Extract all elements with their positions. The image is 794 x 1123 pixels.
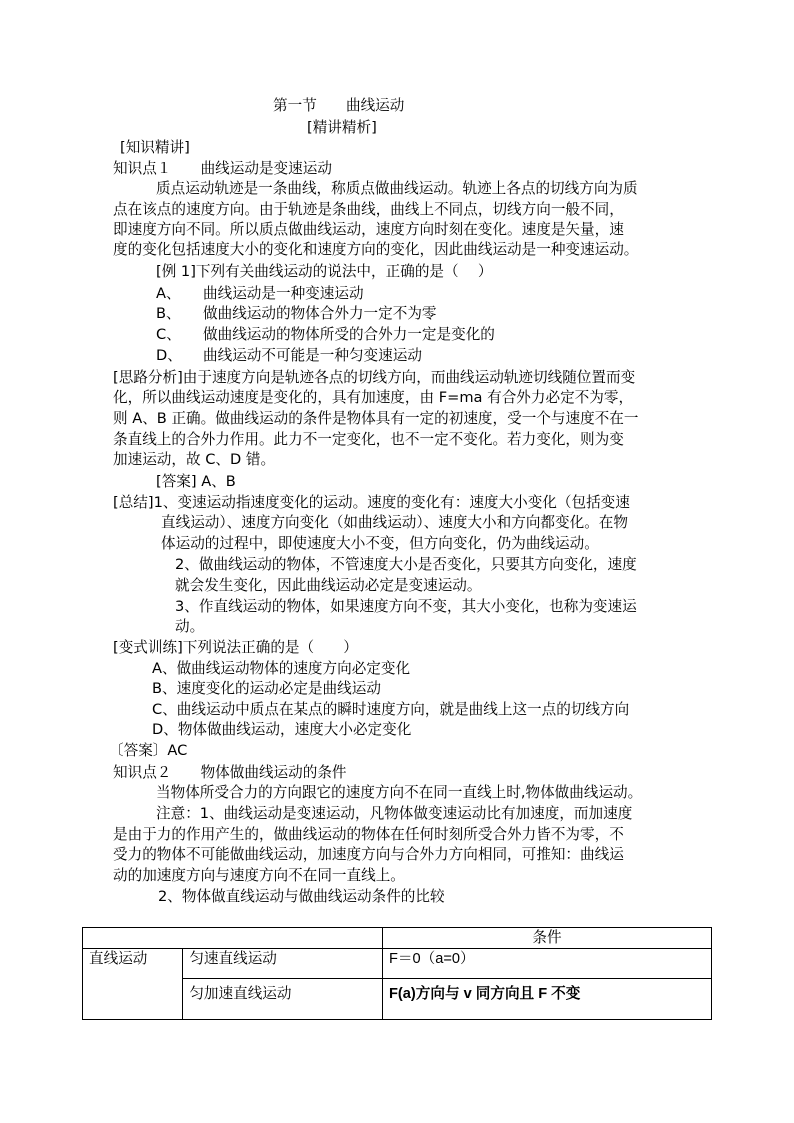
table-header-empty xyxy=(83,928,383,949)
variant-question: [变式训练]下列说法正确的是（ ） xyxy=(113,639,358,656)
summary-line-2: 直线运动）、速度方向变化（如曲线运动）、速度大小和方向都变化。在物 xyxy=(161,514,628,531)
table-row xyxy=(83,949,712,979)
table-header-row xyxy=(83,928,712,949)
example1-option-a xyxy=(156,284,364,304)
kp2-line-2: 注意：1、曲线运动是变速运动，凡物体做变速运动比有加速度，而加速度 xyxy=(156,805,633,822)
table-header-condition: 条件 xyxy=(383,928,712,949)
kp1-line-4: 度的变化包括速度大小的变化和速度方向的变化，因此曲线运动是一种变速运动。 xyxy=(113,241,639,258)
option-text: 做曲线运动的物体所受的合外力一定是变化的 xyxy=(203,326,495,343)
table-condition-cell: F(a)方向与 v 同方向且 F 不变 xyxy=(383,979,712,1020)
page-title: 第一节 曲线运动 xyxy=(273,97,405,114)
example1-question: [例 1]下列有关曲线运动的说法中，正确的是（ ） xyxy=(156,263,493,280)
kp2-line-5: 动的加速度方向与速度方向不在同一直线上。 xyxy=(113,867,405,884)
table-type-cell: 匀加速直线运动 xyxy=(183,979,383,1020)
kp1-line-3: 即速度方向不同。所以质点做曲线运动，速度方向时刻在变化。速度是矢量，速 xyxy=(113,221,624,238)
comparison-table xyxy=(82,927,712,1020)
option-key: B、 xyxy=(156,305,181,322)
option-text: 做曲线运动的物体合外力一定不为零 xyxy=(203,305,437,322)
summary-line-1: [总结]1、变速运动指速度变化的运动。速度的变化有：速度大小变化（包括变速 xyxy=(113,494,630,511)
option-key: D、 xyxy=(156,347,182,364)
option-text: 曲线运动是一种变速运动 xyxy=(203,285,364,302)
kp2-line-4: 受力的物体不可能做曲线运动，加速度方向与合外力方向相同，可推知：曲线运 xyxy=(113,846,624,863)
kp2-line-3: 是由于力的作用产生的，做曲线运动的物体在任何时刻所受合外力皆不为零，不 xyxy=(113,826,624,843)
section-heading: [知识精讲] xyxy=(120,139,190,156)
analysis-line-3: 则 A、B 正确。做曲线运动的条件是物体具有一定的初速度，受一个与速度不在一 xyxy=(113,410,639,427)
analysis-line-4: 条直线上的合外力作用。此力不一定变化，也不一定不变化。若力变化，则为变 xyxy=(113,431,624,448)
analysis-line-5: 加速运动，故 C、D 错。 xyxy=(113,451,276,468)
option-key: A、 xyxy=(156,285,181,302)
summary-point3-line-2: 动。 xyxy=(175,618,205,635)
example1-option-c xyxy=(156,325,495,345)
summary-point2-line-1: 2、做曲线运动的物体，不管速度大小是否变化，只要其方向变化，速度 xyxy=(175,556,637,573)
variant-option-d: D、物体做曲线运动，速度大小必定变化 xyxy=(152,721,412,738)
table-group-label: 直线运动 xyxy=(83,949,183,1020)
example1-answer: [答案] A、B xyxy=(156,473,236,490)
table-condition-cell: F＝0（a=0） xyxy=(383,949,712,979)
kp1-line-1: 质点运动轨迹是一条曲线，称质点做曲线运动。轨迹上各点的切线方向为质 xyxy=(156,180,638,197)
analysis-line-1: [思路分析]由于速度方向是轨迹各点的切线方向，而曲线运动轨迹切线随位置而变 xyxy=(113,369,636,386)
summary-point3-line-1: 3、作直线运动的物体，如果速度方向不变，其大小变化，也称为变速运 xyxy=(175,598,637,615)
kp2-line-1: 当物体所受合力的方向跟它的速度方向不在同一直线上时,物体做曲线运动。 xyxy=(156,784,643,801)
summary-line-3: 体运动的过程中，即使速度大小不变，但方向变化，仍为曲线运动。 xyxy=(161,535,599,552)
kp1-line-2: 点在该点的速度方向。由于轨迹是条曲线，曲线上不同点，切线方向一般不同， xyxy=(113,201,624,218)
variant-option-c: C、曲线运动中质点在某点的瞬时速度方向，就是曲线上这一点的切线方向 xyxy=(152,701,630,718)
summary-point2-line-2: 就会发生变化，因此曲线运动必定是变速运动。 xyxy=(175,577,482,594)
example1-option-b xyxy=(156,304,437,324)
kp2-title: 知识点２ 物体做曲线运动的条件 xyxy=(113,764,347,781)
variant-answer: 〔答案〕AC xyxy=(109,742,188,759)
kp1-title: 知识点１ 曲线运动是变速运动 xyxy=(113,160,332,177)
kp2-note-2: 2、物体做直线运动与做曲线运动条件的比较 xyxy=(158,888,445,905)
variant-option-b: B、速度变化的运动必定是曲线运动 xyxy=(152,680,381,697)
example1-option-d xyxy=(156,346,422,366)
analysis-line-2: 化，所以曲线运动速度是变化的，具有加速度，由 F=ma 有合外力必定不为零， xyxy=(113,389,634,406)
option-key: C、 xyxy=(156,326,181,343)
page-subtitle: [精讲精析] xyxy=(307,119,377,136)
table-type-cell: 匀速直线运动 xyxy=(183,949,383,979)
variant-option-a: A、做曲线运动物体的速度方向必定变化 xyxy=(152,660,411,677)
option-text: 曲线运动不可能是一种匀变速运动 xyxy=(203,347,422,364)
